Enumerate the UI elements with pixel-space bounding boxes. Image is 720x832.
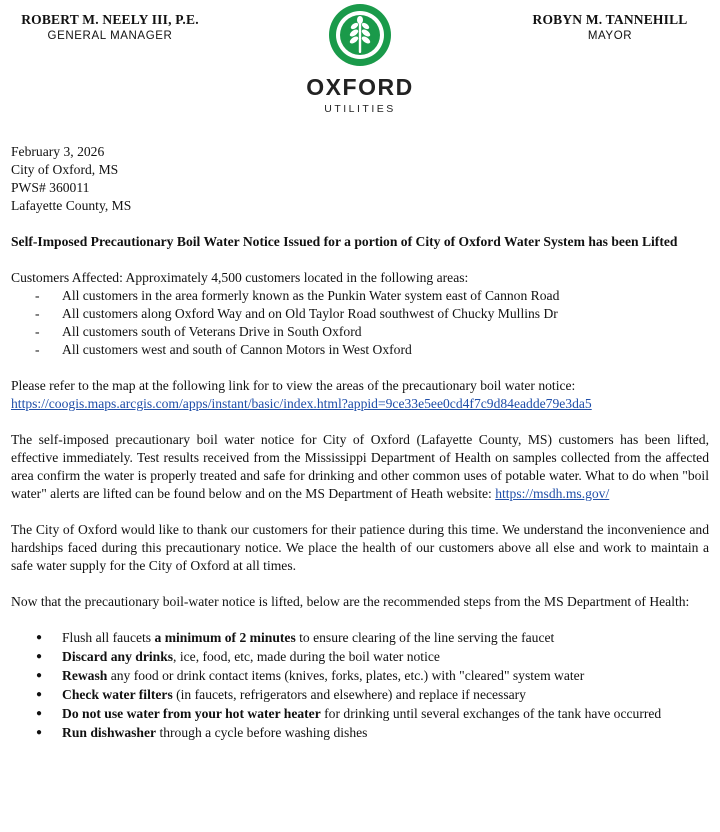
map-text: Please refer to the map at the following link for to view the areas of the precautionary boil water notice: (11, 378, 576, 393)
list-item: - All customers west and south of Cannon Motors in West Oxford (11, 341, 709, 359)
oxford-utilities-logo (280, 2, 440, 115)
letterhead-right (512, 12, 708, 42)
county-line: Lafayette County, MS (11, 198, 132, 213)
list-item: ● Do not use water from your hot water heater for drinking until several exchanges of the tank have occurred (11, 705, 709, 723)
customers-affected-section (11, 269, 709, 359)
customers-affected-intro: Customers Affected: Approximately 4,500 customers located in the following areas: (11, 270, 469, 285)
affected-areas-list (11, 287, 709, 359)
lifted-text: The self-imposed precautionary boil water notice for City of Oxford (Lafayette County, MS) customers has been lifted, effective immediately. Test results received from the Mississippi Department of Health on samples collected from the affected area confirm the water is properly treated and safe for drinking and other common uses of potable water. What to do when "boil water" alerts are lifted can be found below and on the MS Department of Heath website: (11, 432, 709, 501)
list-item: ● Rewash any food or drink contact items (knives, forks, plates, etc.) with "cleared" system water (11, 667, 709, 685)
mayor-name: ROBYN M. TANNEHILL (532, 12, 688, 27)
city-line: City of Oxford, MS (11, 162, 119, 177)
notice-body (11, 143, 709, 743)
mayor-title: MAYOR (587, 30, 633, 42)
steps-intro: Now that the precautionary boil-water notice is lifted, below are the recommended steps from the MS Department of Health: (11, 594, 690, 609)
general-manager-title: GENERAL MANAGER (47, 30, 173, 42)
general-manager-name: ROBERT M. NEELY III, P.E. (21, 12, 199, 27)
recommended-steps-list (11, 629, 709, 742)
list-item: - All customers along Oxford Way and on Old Taylor Road southwest of Chucky Mullins Dr (11, 305, 709, 323)
lifted-section (11, 431, 709, 503)
pws-number: PWS# 360011 (11, 180, 90, 195)
list-item: ● Run dishwasher through a cycle before washing dishes (11, 724, 709, 742)
list-item: ● Discard any drinks, ice, food, etc, made during the boil water notice (11, 648, 709, 666)
leaf-icon (327, 2, 393, 68)
logo-subtitle: UTILITIES (324, 103, 396, 115)
map-section (11, 377, 709, 413)
list-item: ● Flush all faucets a minimum of 2 minutes to ensure clearing of the line serving the faucet (11, 629, 709, 647)
notice-date: February 3, 2026 (11, 144, 105, 159)
logo-name: OXFORD (306, 74, 414, 100)
list-item: - All customers in the area formerly known as the Punkin Water system east of Cannon Road (11, 287, 709, 305)
list-item: - All customers south of Veterans Drive in South Oxford (11, 323, 709, 341)
address-block (11, 143, 709, 215)
msdh-link[interactable]: https://msdh.ms.gov/ (495, 486, 610, 501)
thanks-paragraph: The City of Oxford would like to thank our customers for their patience during this time. We understand the inconvenience and hardships faced during this precautionary notice. We place the health of our customers above all else and work to maintain a safe water supply for the City of Oxford at all times. (11, 522, 709, 573)
map-link[interactable]: https://coogis.maps.arcgis.com/apps/instant/basic/index.html?appid=9ce33e5ee0cd4f7c9d84eadde79e3da5 (11, 396, 592, 411)
list-item: ● Check water filters (in faucets, refrigerators and elsewhere) and replace if necessary (11, 686, 709, 704)
notice-title: Self-Imposed Precautionary Boil Water Notice Issued for a portion of City of Oxford Water System has been Lifted (11, 234, 678, 249)
letterhead-left (12, 12, 208, 42)
